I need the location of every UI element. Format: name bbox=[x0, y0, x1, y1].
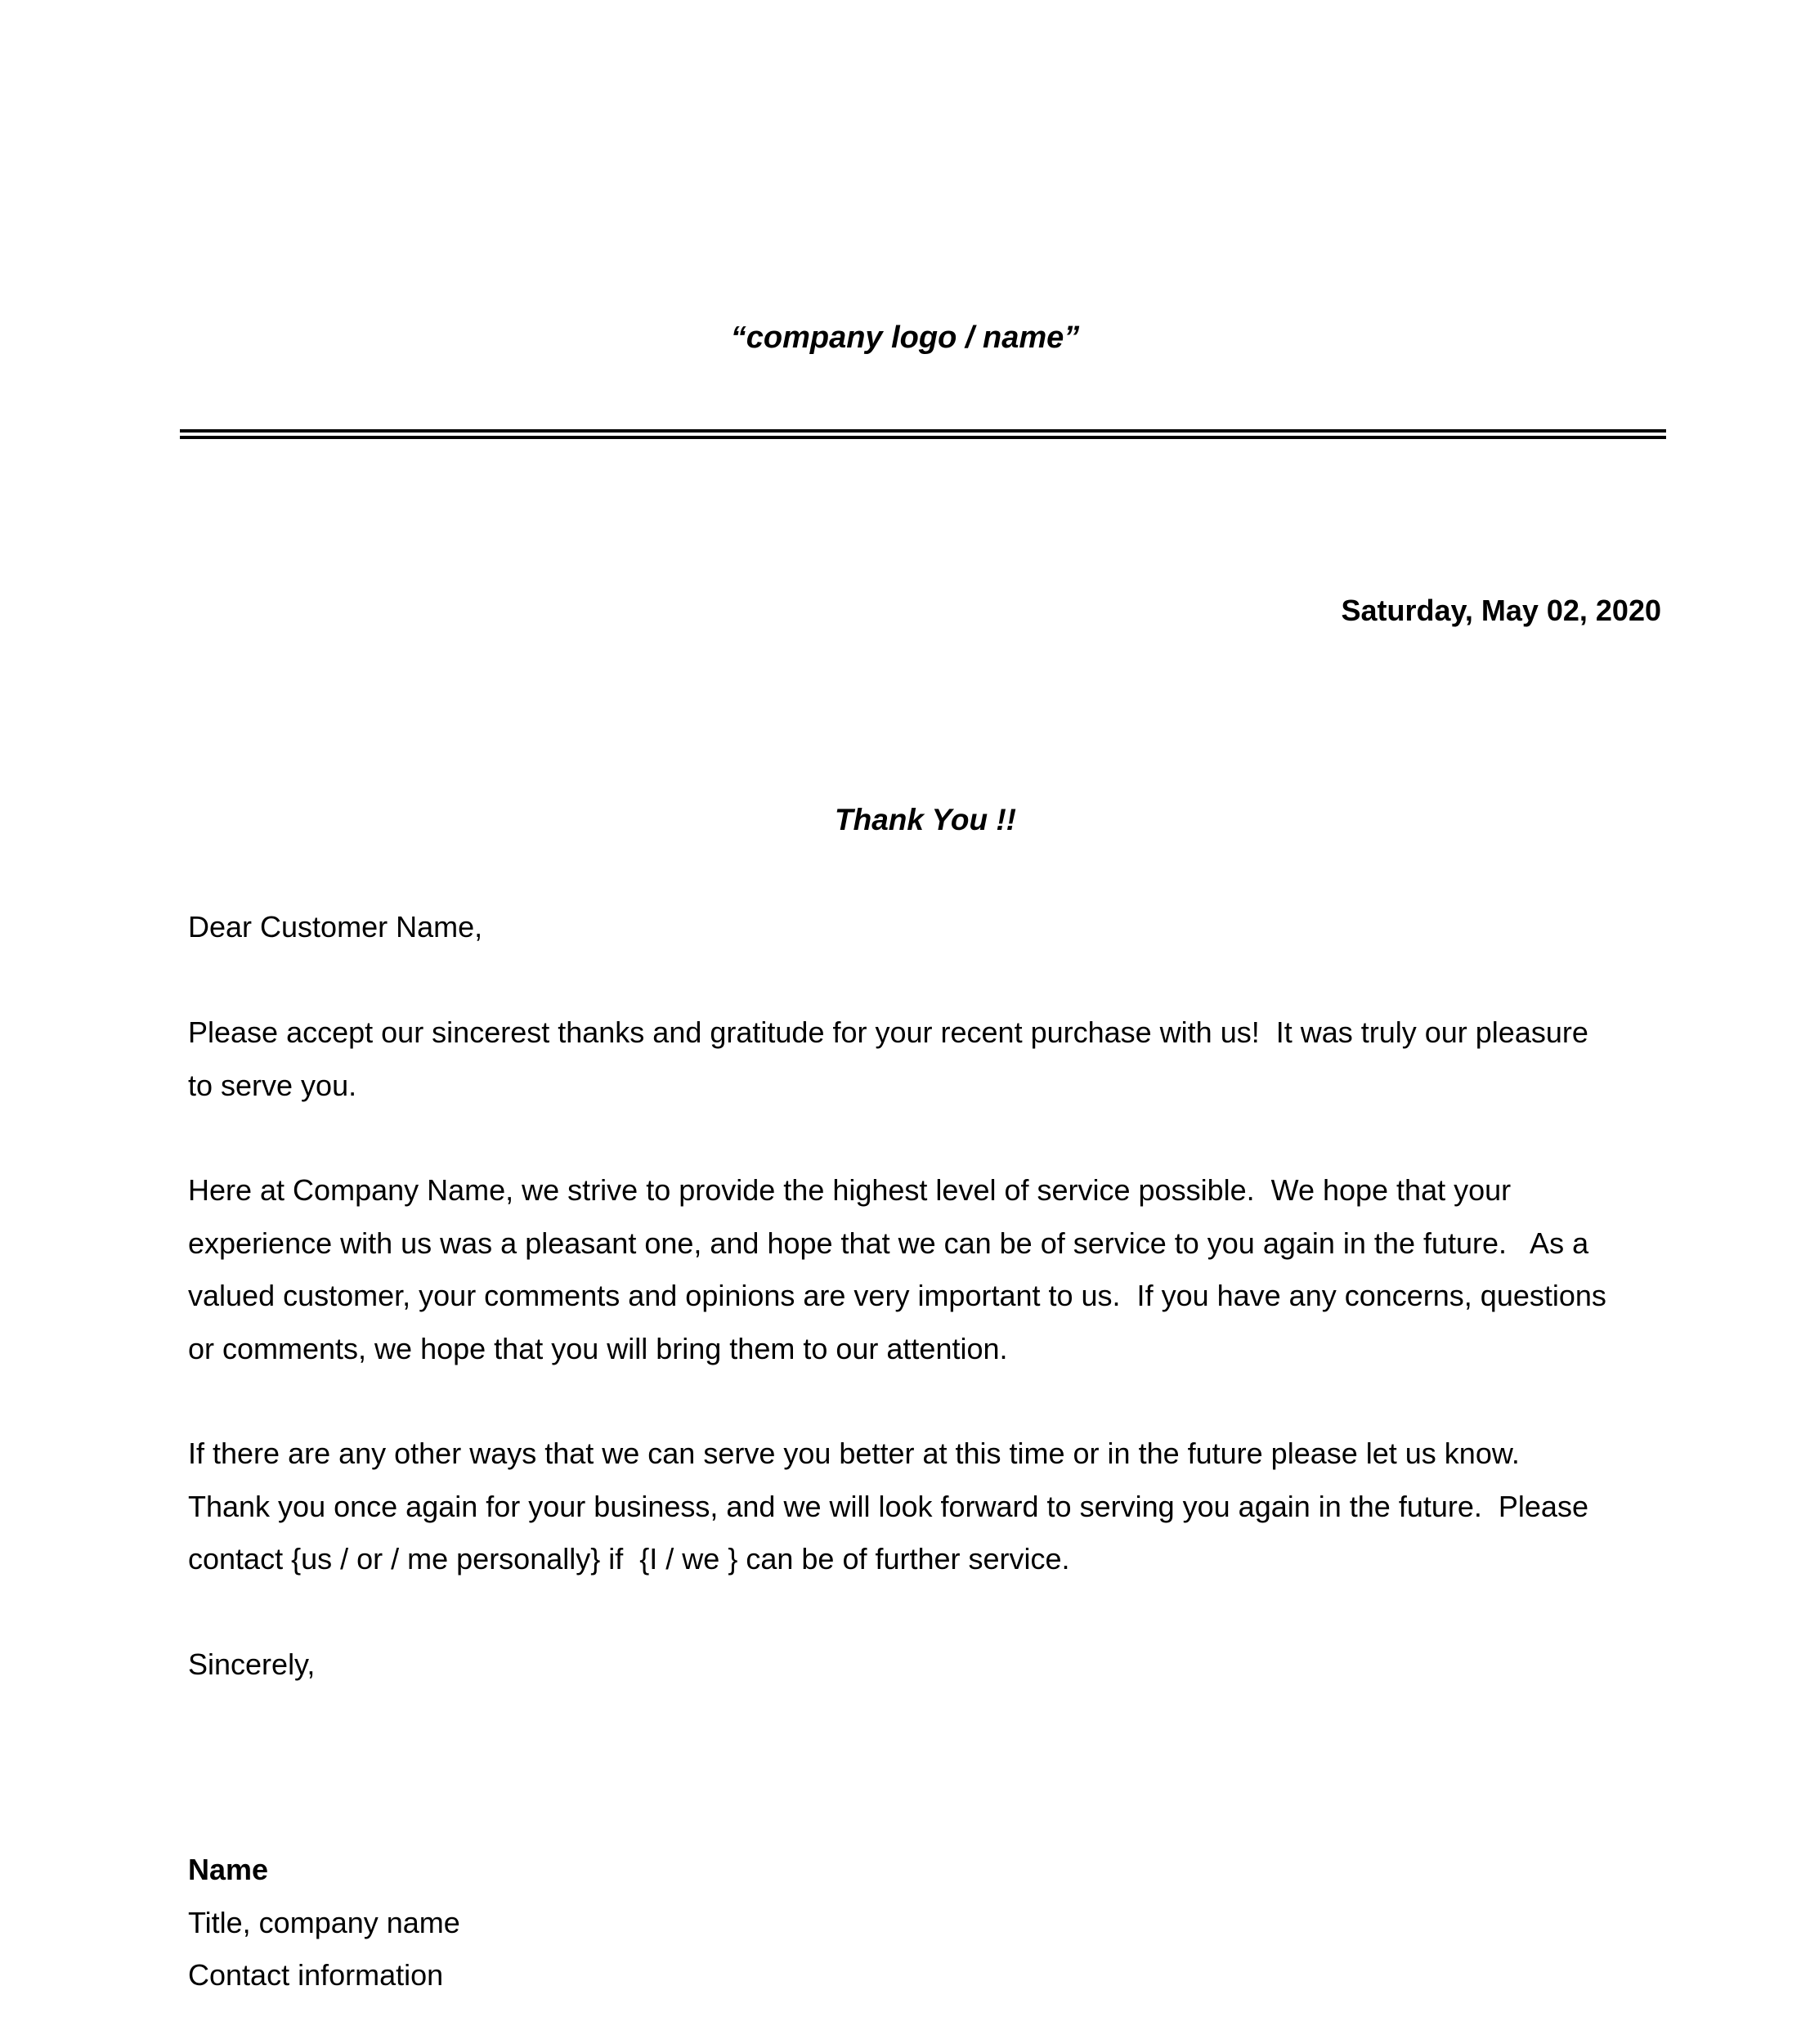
paragraph-3 bbox=[188, 1428, 1588, 1586]
paragraph-line: If there are any other ways that we can serve you better at this time or in the future please let us know. bbox=[188, 1437, 1520, 1470]
salutation: Dear Customer Name, bbox=[188, 910, 483, 944]
paragraph-line: contact {us / or / me personally} if {I / we } can be of further service. bbox=[188, 1542, 1070, 1576]
paragraph-line: Thank you once again for your business, and we will look forward to serving you again in the future. Please bbox=[188, 1489, 1588, 1523]
paragraph-line: Here at Company Name, we strive to provide the highest level of service possible. We hope that your bbox=[188, 1173, 1512, 1207]
letter-subject: Thank You !! bbox=[835, 803, 1016, 836]
company-logo-placeholder: “company logo / name” bbox=[730, 320, 1080, 355]
signature-contact: Contact information bbox=[188, 1958, 444, 1992]
paragraph-line: Please accept our sincerest thanks and gratitude for your recent purchase with us! It was truly our pleasure bbox=[188, 1015, 1588, 1049]
paragraph-line: or comments, we hope that you will bring them to our attention. bbox=[188, 1331, 1008, 1365]
closing: Sincerely, bbox=[188, 1647, 316, 1681]
paragraph-1 bbox=[188, 1006, 1588, 1112]
signature-title: Title, company name bbox=[188, 1906, 460, 1939]
header-divider-bottom bbox=[180, 436, 1666, 439]
header-divider-top bbox=[180, 429, 1666, 433]
letter-date: Saturday, May 02, 2020 bbox=[1341, 594, 1661, 627]
paragraph-line: valued customer, your comments and opinions are very important to us. If you have any concerns, questions bbox=[188, 1279, 1606, 1312]
signature-name: Name bbox=[188, 1853, 269, 1886]
paragraph-line: to serve you. bbox=[188, 1068, 357, 1102]
paragraph-line: experience with us was a pleasant one, and hope that we can be of service to you again in the future. As a bbox=[188, 1226, 1589, 1260]
paragraph-2 bbox=[188, 1164, 1606, 1375]
